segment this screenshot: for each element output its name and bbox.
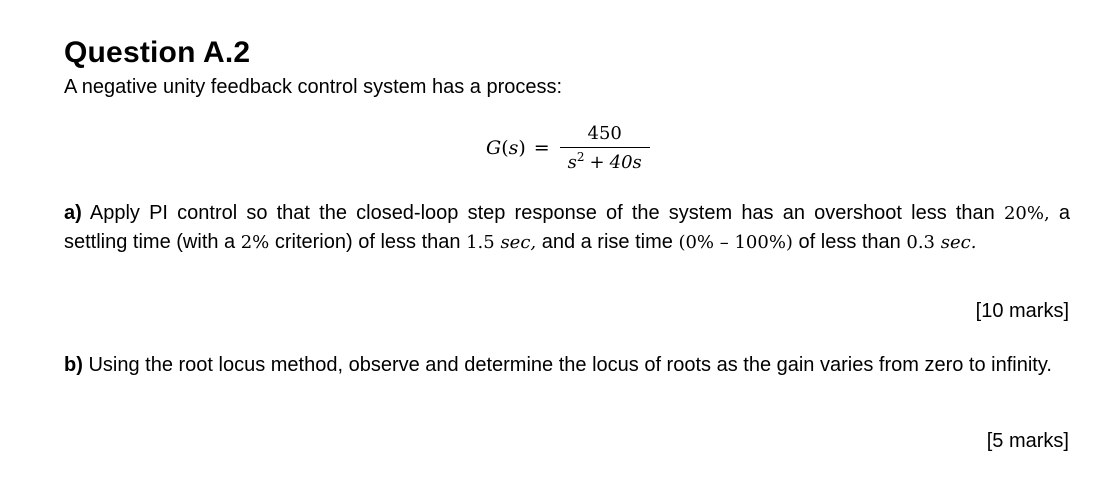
part-a-text-4: and a rise time	[541, 231, 673, 253]
den-term: 40s	[609, 152, 642, 174]
part-b-body: Using the root locus method, observe and determine the locus of roots as the gain varies from zero to infinity.	[88, 354, 1052, 376]
question-title: Question A.2	[64, 36, 251, 69]
settling-time-value: 1.5 sec,	[466, 232, 537, 253]
part-a-text-1: Apply PI control so that the closed-loop step response of the system has an overshoot less than	[89, 202, 995, 224]
part-a-marks: [10 marks]	[975, 300, 1069, 322]
equation-lhs-var: s	[508, 137, 519, 159]
part-b-label: b)	[64, 354, 83, 376]
part-a-text-5: of less than	[798, 231, 901, 253]
part-b-marks: [5 marks]	[986, 430, 1069, 452]
part-a-text	[64, 199, 1070, 257]
den-base: s	[567, 152, 577, 174]
part-a-text-3: criterion) of less than	[274, 231, 461, 253]
question-intro: A negative unity feedback control system has a process:	[64, 76, 563, 98]
equation-denominator	[568, 148, 642, 173]
den-plus: +	[589, 152, 605, 174]
den-exponent: 2	[576, 150, 585, 165]
equation-lhs-func: G	[486, 137, 502, 159]
part-a-label: a)	[64, 202, 82, 224]
rise-time-value: 0.3 sec.	[906, 232, 977, 253]
equation-lhs: G(s)	[486, 137, 526, 159]
transfer-function-equation	[486, 118, 650, 178]
equals-sign: =	[533, 137, 550, 159]
equation-fraction	[560, 123, 650, 174]
overshoot-value: 20%,	[1003, 203, 1050, 224]
criterion-value: 2%	[240, 232, 270, 253]
equation-numerator: 450	[587, 122, 622, 144]
part-b-text	[64, 351, 1070, 379]
part-a-text-2: a settling time (with a	[64, 202, 1071, 253]
rise-range-value: (0% – 100%)	[678, 232, 793, 253]
